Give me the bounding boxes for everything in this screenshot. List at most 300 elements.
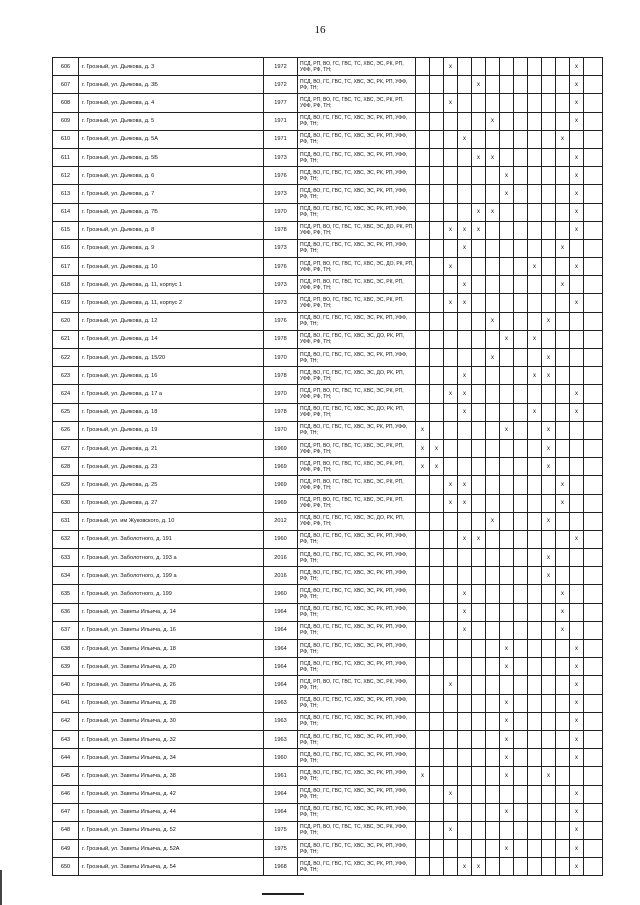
row-address: г. Грозный, ул. Заветы Ильича, д. 44: [79, 803, 264, 821]
footer-rule: [262, 893, 304, 895]
row-mark-cell: [486, 767, 500, 785]
row-mark-cell: [514, 840, 528, 858]
row-mark: x: [528, 367, 542, 385]
row-address: г. Грозный, ул. Заболотного, д. 199: [79, 585, 264, 603]
row-number: 646: [53, 785, 79, 803]
row-mark-cell: [514, 221, 528, 239]
table-row: [53, 676, 603, 694]
row-mark-cell: [458, 840, 472, 858]
row-mark-cell: [472, 258, 486, 276]
row-mark-cell: [472, 349, 486, 367]
row-mark-cell: [500, 458, 514, 476]
row-mark-cell: [500, 94, 514, 112]
row-mark-cell: [556, 821, 570, 839]
row-address: г. Грозный, ул. Дьякова, д. 7Б: [79, 203, 264, 221]
row-mark-cell: [472, 294, 486, 312]
row-mark: x: [500, 421, 514, 439]
row-mark-cell: [542, 203, 556, 221]
row-year: 1964: [264, 640, 298, 658]
row-mark: x: [458, 621, 472, 639]
row-services: ПСД, ВО, ГС, ГВС, ТС, ХВС, ЭС, ДО, РК, РП, УФФ, РФ, ТН;: [298, 330, 416, 348]
row-number: 637: [53, 621, 79, 639]
row-mark-cell: [416, 676, 430, 694]
row-mark-cell: [542, 530, 556, 548]
row-mark-cell: [556, 185, 570, 203]
row-mark-cell: [514, 767, 528, 785]
row-mark-cell: [584, 603, 603, 621]
row-mark-cell: [430, 494, 444, 512]
row-address: г. Грозный, ул. Дьякова, д. 5А: [79, 130, 264, 148]
row-mark-cell: [472, 712, 486, 730]
table-row: [53, 640, 603, 658]
table-row: [53, 112, 603, 130]
row-mark-cell: [542, 185, 556, 203]
row-mark-cell: [528, 676, 542, 694]
row-year: 1969: [264, 494, 298, 512]
row-mark-cell: [430, 730, 444, 748]
row-mark-cell: [458, 76, 472, 94]
row-mark-cell: [514, 712, 528, 730]
row-services: ПСД, ВО, ГС, ГВС, ТС, ХВС, ЭС, РК, РП, УФФ, РФ, ТН;: [298, 767, 416, 785]
row-mark-cell: [430, 549, 444, 567]
row-mark: x: [416, 458, 430, 476]
row-mark: x: [570, 858, 584, 876]
row-mark-cell: [472, 94, 486, 112]
row-mark-cell: [486, 712, 500, 730]
row-number: 641: [53, 694, 79, 712]
row-number: 622: [53, 349, 79, 367]
row-mark-cell: [430, 767, 444, 785]
table-row: [53, 730, 603, 748]
row-mark: x: [444, 785, 458, 803]
table-row: [53, 785, 603, 803]
row-mark: x: [570, 640, 584, 658]
row-mark-cell: [556, 203, 570, 221]
row-year: 1960: [264, 749, 298, 767]
row-mark-cell: [430, 221, 444, 239]
row-mark-cell: [430, 94, 444, 112]
row-mark-cell: [486, 785, 500, 803]
row-mark-cell: [570, 276, 584, 294]
row-mark-cell: [430, 585, 444, 603]
row-mark-cell: [556, 803, 570, 821]
row-mark-cell: [542, 258, 556, 276]
row-year: 1972: [264, 76, 298, 94]
row-mark: x: [542, 312, 556, 330]
row-mark: x: [570, 94, 584, 112]
row-services: ПСД, РП, ВО, ГС, ГВС, ТС, ХВС, ЭС, РК, РП, УФФ, РФ, ТН;: [298, 439, 416, 457]
table-row: [53, 694, 603, 712]
row-mark-cell: [458, 567, 472, 585]
table-row: [53, 512, 603, 530]
row-mark-cell: [430, 567, 444, 585]
row-mark-cell: [556, 167, 570, 185]
row-mark-cell: [528, 840, 542, 858]
row-address: г. Грозный, ул. Заветы Ильича, д. 52А: [79, 840, 264, 858]
row-mark: x: [542, 367, 556, 385]
row-mark: x: [486, 148, 500, 166]
row-mark-cell: [542, 712, 556, 730]
table-row: [53, 258, 603, 276]
row-mark-cell: [458, 439, 472, 457]
row-mark-cell: [528, 203, 542, 221]
table-row: [53, 458, 603, 476]
row-number: 610: [53, 130, 79, 148]
row-mark: x: [556, 494, 570, 512]
row-year: 1969: [264, 458, 298, 476]
row-services: ПСД, РП, ВО, ГС, ГВС, ТС, ХВС, ЭС, РК, РП, УФФ, РФ, ТН;: [298, 494, 416, 512]
row-year: 1961: [264, 767, 298, 785]
row-address: г. Грозный, ул. Заветы Ильича, д. 20: [79, 658, 264, 676]
row-mark-cell: [458, 549, 472, 567]
row-mark-cell: [416, 512, 430, 530]
row-mark-cell: [430, 749, 444, 767]
table-row: [53, 803, 603, 821]
row-mark-cell: [542, 294, 556, 312]
row-mark-cell: [416, 349, 430, 367]
row-mark-cell: [542, 385, 556, 403]
row-mark: x: [416, 767, 430, 785]
row-mark-cell: [584, 349, 603, 367]
row-mark-cell: [430, 821, 444, 839]
row-mark-cell: [430, 203, 444, 221]
row-services: ПСД, ВО, ГС, ГВС, ТС, ХВС, ЭС, РК, РП, УФФ, РФ, ТН;: [298, 530, 416, 548]
row-services: ПСД, ВО, ГС, ГВС, ТС, ХВС, ЭС, РК, РП, УФФ, РФ, ТН;: [298, 112, 416, 130]
row-services: ПСД, ВО, ГС, ГВС, ТС, ХВС, ЭС, РК, РП, УФФ, РФ, ТН;: [298, 567, 416, 585]
row-mark-cell: [444, 694, 458, 712]
row-mark-cell: [486, 858, 500, 876]
row-mark-cell: [472, 549, 486, 567]
row-mark-cell: [430, 185, 444, 203]
row-services: ПСД, ВО, ГС, ГВС, ТС, ХВС, ЭС, РК, РП, УФФ, РФ, ТН;: [298, 148, 416, 166]
row-mark-cell: [472, 803, 486, 821]
row-services: ПСД, ВО, ГС, ГВС, ТС, ХВС, ЭС, РК, РП, УФФ, РФ, ТН;: [298, 130, 416, 148]
row-mark-cell: [458, 712, 472, 730]
row-mark-cell: [500, 258, 514, 276]
row-mark: x: [500, 712, 514, 730]
row-mark-cell: [584, 840, 603, 858]
row-mark-cell: [486, 94, 500, 112]
row-mark-cell: [444, 312, 458, 330]
row-mark-cell: [472, 512, 486, 530]
row-mark-cell: [444, 276, 458, 294]
row-year: 1963: [264, 694, 298, 712]
row-mark-cell: [430, 621, 444, 639]
row-mark-cell: [416, 112, 430, 130]
row-mark-cell: [584, 367, 603, 385]
row-mark-cell: [514, 785, 528, 803]
row-mark: x: [556, 276, 570, 294]
row-mark-cell: [514, 476, 528, 494]
row-mark-cell: [528, 785, 542, 803]
row-mark-cell: [542, 803, 556, 821]
row-mark-cell: [472, 276, 486, 294]
row-mark-cell: [486, 221, 500, 239]
row-mark-cell: [444, 840, 458, 858]
row-mark: x: [570, 185, 584, 203]
row-address: г. Грозный, ул. Заветы Ильича, д. 28: [79, 694, 264, 712]
row-mark-cell: [416, 749, 430, 767]
row-mark-cell: [416, 712, 430, 730]
row-mark-cell: [500, 294, 514, 312]
row-mark: x: [570, 821, 584, 839]
row-mark-cell: [458, 258, 472, 276]
row-mark-cell: [444, 730, 458, 748]
row-mark: x: [486, 203, 500, 221]
row-number: 644: [53, 749, 79, 767]
row-services: ПСД, ВО, ГС, ГВС, ТС, ХВС, ЭС, РК, РП, УФФ, РФ, ТН;: [298, 76, 416, 94]
row-mark-cell: [556, 567, 570, 585]
row-mark-cell: [472, 567, 486, 585]
row-mark-cell: [584, 148, 603, 166]
row-mark-cell: [500, 621, 514, 639]
row-mark-cell: [444, 512, 458, 530]
row-number: 609: [53, 112, 79, 130]
row-mark-cell: [430, 167, 444, 185]
row-number: 627: [53, 439, 79, 457]
row-mark-cell: [514, 549, 528, 567]
row-mark-cell: [584, 640, 603, 658]
row-address: г. Грозный, ул. Дьякова, д. 9: [79, 239, 264, 257]
row-mark-cell: [472, 58, 486, 76]
row-year: 1973: [264, 294, 298, 312]
row-mark-cell: [514, 130, 528, 148]
table-row: [53, 658, 603, 676]
row-mark-cell: [528, 185, 542, 203]
row-mark-cell: [444, 421, 458, 439]
table-row: [53, 185, 603, 203]
row-mark-cell: [472, 458, 486, 476]
row-services: ПСД, ВО, ГС, ГВС, ТС, ХВС, ЭС, РК, РП, УФФ, РФ, ТН;: [298, 749, 416, 767]
row-mark-cell: [416, 148, 430, 166]
row-mark-cell: [416, 94, 430, 112]
row-mark-cell: [584, 112, 603, 130]
row-mark-cell: [458, 148, 472, 166]
row-mark: x: [458, 476, 472, 494]
row-mark-cell: [430, 276, 444, 294]
row-mark-cell: [444, 439, 458, 457]
row-services: ПСД, ВО, ГС, ГВС, ТС, ХВС, ЭС, РК, РП, УФФ, РФ, ТН;: [298, 549, 416, 567]
row-mark-cell: [430, 76, 444, 94]
row-mark-cell: [542, 221, 556, 239]
table-body: [53, 58, 603, 876]
row-services: ПСД, ВО, ГС, ГВС, ТС, ХВС, ЭС, ДО, РК, РП, УФФ, РФ, ТН;: [298, 367, 416, 385]
row-address: г. Грозный, ул. Заветы Ильича, д. 16: [79, 621, 264, 639]
row-mark-cell: [486, 258, 500, 276]
row-mark-cell: [416, 476, 430, 494]
row-mark-cell: [528, 603, 542, 621]
row-number: 631: [53, 512, 79, 530]
table-row: [53, 294, 603, 312]
row-mark-cell: [528, 767, 542, 785]
row-services: ПСД, ВО, ГС, ГВС, ТС, ХВС, ЭС, РК, РП, УФФ, РФ, ТН;: [298, 621, 416, 639]
row-mark: x: [444, 294, 458, 312]
row-mark-cell: [514, 185, 528, 203]
row-address: г. Грозный, ул. Заветы Ильича, д. 14: [79, 603, 264, 621]
row-mark-cell: [542, 94, 556, 112]
row-mark: x: [458, 221, 472, 239]
row-mark-cell: [514, 803, 528, 821]
row-mark-cell: [486, 167, 500, 185]
row-mark: x: [458, 276, 472, 294]
row-mark-cell: [472, 185, 486, 203]
row-mark-cell: [528, 294, 542, 312]
row-mark: x: [458, 130, 472, 148]
row-mark-cell: [472, 840, 486, 858]
row-number: 615: [53, 221, 79, 239]
row-services: ПСД, ВО, ГС, ГВС, ТС, ХВС, ЭС, РК, РП, УФФ, РФ, ТН;: [298, 858, 416, 876]
row-mark-cell: [514, 658, 528, 676]
row-mark: x: [472, 858, 486, 876]
row-mark-cell: [584, 658, 603, 676]
row-mark-cell: [514, 148, 528, 166]
row-mark-cell: [430, 421, 444, 439]
row-mark-cell: [514, 458, 528, 476]
row-mark-cell: [444, 585, 458, 603]
row-mark: x: [570, 403, 584, 421]
row-number: 638: [53, 640, 79, 658]
row-mark-cell: [584, 221, 603, 239]
row-address: г. Грозный, ул. Дьякова, д. 12: [79, 312, 264, 330]
row-mark-cell: [486, 530, 500, 548]
row-mark-cell: [514, 349, 528, 367]
row-services: ПСД, ВО, ГС, ГВС, ТС, ХВС, ЭС, РК, РП, УФФ, РФ, ТН;: [298, 349, 416, 367]
row-mark-cell: [528, 530, 542, 548]
row-mark-cell: [486, 476, 500, 494]
row-mark-cell: [500, 494, 514, 512]
row-mark: x: [542, 567, 556, 585]
row-mark-cell: [472, 821, 486, 839]
row-address: г. Грозный, ул. Дьякова, д. 19: [79, 421, 264, 439]
row-mark: x: [472, 76, 486, 94]
row-year: 1971: [264, 130, 298, 148]
row-mark: x: [444, 58, 458, 76]
row-mark-cell: [472, 367, 486, 385]
row-services: ПСД, ВО, ГС, ГВС, ТС, ХВС, ЭС, РК, РП, УФФ, РФ, ТН;: [298, 603, 416, 621]
row-services: ПСД, ВО, ГС, ГВС, ТС, ХВС, ЭС, РК, РП, УФФ, РФ, ТН;: [298, 840, 416, 858]
row-mark-cell: [542, 821, 556, 839]
row-mark-cell: [430, 130, 444, 148]
row-mark-cell: [416, 640, 430, 658]
row-mark-cell: [444, 712, 458, 730]
row-number: 630: [53, 494, 79, 512]
row-services: ПСД, ВО, ГС, ГВС, ТС, ХВС, ЭС, РК, РП, УФФ, РФ, ТН;: [298, 712, 416, 730]
row-mark-cell: [500, 349, 514, 367]
row-services: ПСД, ВО, ГС, ГВС, ТС, ХВС, ЭС, РК, РП, УФФ, РФ, ТН;: [298, 803, 416, 821]
row-mark-cell: [514, 76, 528, 94]
row-number: 643: [53, 730, 79, 748]
row-address: г. Грозный, ул. Заветы Ильича, д. 54: [79, 858, 264, 876]
row-mark: x: [430, 439, 444, 457]
row-mark-cell: [486, 549, 500, 567]
row-mark-cell: [486, 821, 500, 839]
row-mark-cell: [472, 676, 486, 694]
row-mark-cell: [472, 312, 486, 330]
row-year: 1963: [264, 730, 298, 748]
row-year: 1971: [264, 112, 298, 130]
table-row: [53, 239, 603, 257]
row-mark-cell: [570, 330, 584, 348]
row-mark: x: [556, 239, 570, 257]
row-mark-cell: [444, 148, 458, 166]
row-mark-cell: [528, 476, 542, 494]
row-mark-cell: [472, 476, 486, 494]
row-mark-cell: [458, 803, 472, 821]
row-mark-cell: [556, 294, 570, 312]
row-year: 1973: [264, 276, 298, 294]
row-mark-cell: [542, 167, 556, 185]
row-mark-cell: [486, 130, 500, 148]
row-year: 2016: [264, 567, 298, 585]
row-mark-cell: [584, 730, 603, 748]
row-mark: x: [486, 349, 500, 367]
row-mark-cell: [514, 58, 528, 76]
row-mark-cell: [458, 676, 472, 694]
row-mark-cell: [542, 476, 556, 494]
row-mark-cell: [514, 858, 528, 876]
row-number: 636: [53, 603, 79, 621]
table-row: [53, 476, 603, 494]
row-mark-cell: [528, 549, 542, 567]
row-mark-cell: [416, 403, 430, 421]
row-mark: x: [458, 385, 472, 403]
table-row: [53, 421, 603, 439]
row-mark-cell: [444, 858, 458, 876]
row-mark-cell: [472, 421, 486, 439]
row-mark: x: [570, 167, 584, 185]
row-services: ПСД, РП, ВО, ГС, ГВС, ТС, ХВС, ЭС, ДО, РК, РП, УФФ, РФ, ТН;: [298, 258, 416, 276]
row-mark-cell: [584, 749, 603, 767]
row-mark: x: [444, 494, 458, 512]
row-mark-cell: [444, 603, 458, 621]
table-row: [53, 585, 603, 603]
row-mark-cell: [500, 676, 514, 694]
row-address: г. Грозный, ул. Дьякова, д. 4: [79, 94, 264, 112]
row-mark-cell: [416, 494, 430, 512]
row-mark: x: [500, 730, 514, 748]
row-address: г. Грозный, ул. Заветы Ильича, д. 34: [79, 749, 264, 767]
row-number: 621: [53, 330, 79, 348]
row-year: 1976: [264, 167, 298, 185]
row-address: г. Грозный, ул. Дьякова, д. 5Б: [79, 148, 264, 166]
row-mark-cell: [570, 421, 584, 439]
row-address: г. Грозный, ул. Дьякова, д. 25: [79, 476, 264, 494]
row-mark-cell: [556, 730, 570, 748]
row-mark-cell: [528, 821, 542, 839]
row-mark-cell: [458, 785, 472, 803]
row-number: 642: [53, 712, 79, 730]
row-mark-cell: [486, 749, 500, 767]
row-mark: x: [486, 112, 500, 130]
row-mark-cell: [528, 439, 542, 457]
row-mark-cell: [514, 567, 528, 585]
row-mark-cell: [528, 512, 542, 530]
row-mark-cell: [514, 821, 528, 839]
row-year: 1964: [264, 803, 298, 821]
row-number: 650: [53, 858, 79, 876]
row-mark: x: [458, 603, 472, 621]
row-mark-cell: [556, 58, 570, 76]
row-address: г. Грозный, ул. Дьякова, д. 18: [79, 403, 264, 421]
row-mark-cell: [584, 494, 603, 512]
row-mark-cell: [514, 258, 528, 276]
row-mark-cell: [584, 476, 603, 494]
table-row: [53, 330, 603, 348]
row-mark-cell: [444, 349, 458, 367]
row-mark-cell: [416, 821, 430, 839]
row-mark-cell: [458, 421, 472, 439]
table-row: [53, 94, 603, 112]
